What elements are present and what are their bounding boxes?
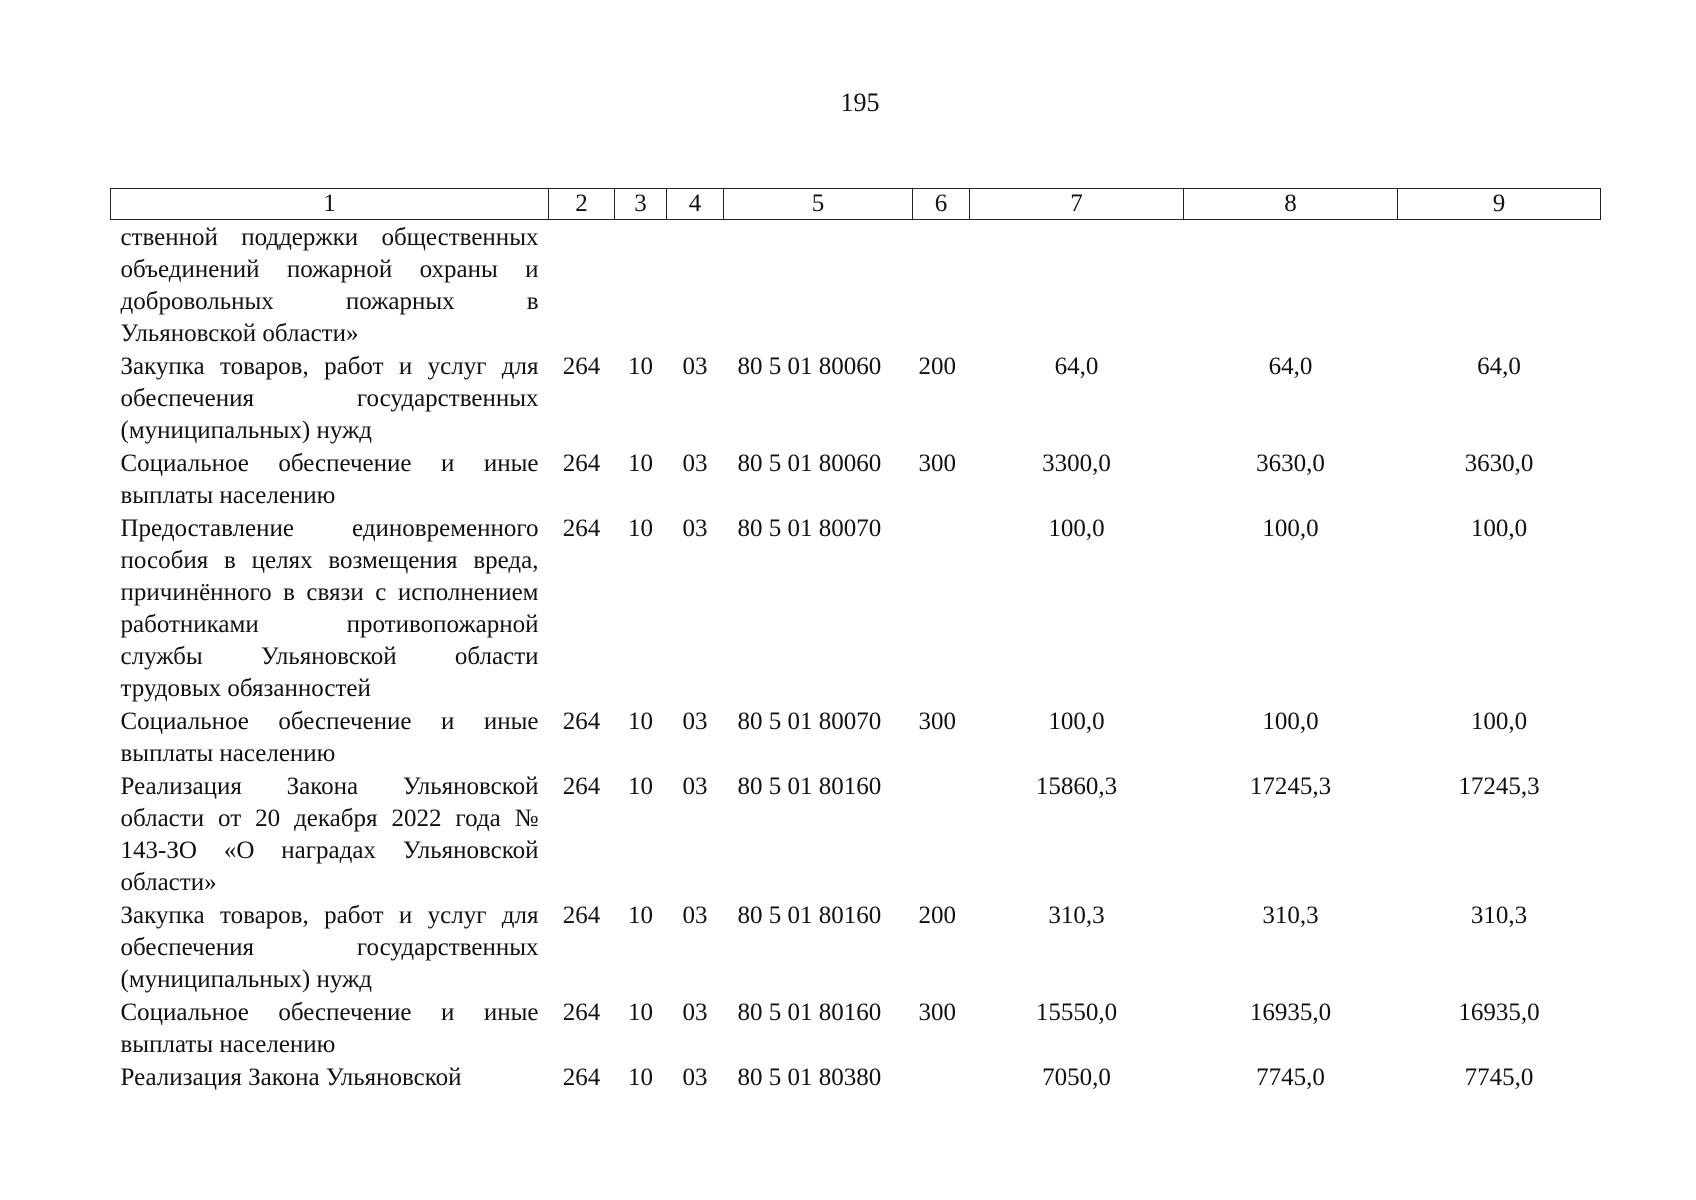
row-amount-col7: 100,0	[1048, 515, 1105, 542]
header-col-5: 5	[724, 189, 913, 220]
row-expense-kind: 200	[918, 353, 956, 380]
row-amount-col7	[970, 220, 1184, 352]
row-amount-col8: 310,3	[1262, 902, 1319, 929]
row-target-article: 80 5 01 80380	[737, 1064, 882, 1091]
row-name: Социальное обеспечение и иные выплаты населению	[120, 450, 539, 509]
row-amount-col8: 16935,0	[1249, 999, 1332, 1026]
header-col-8: 8	[1184, 189, 1398, 220]
row-amount-col7: 7050,0	[1042, 1064, 1111, 1091]
table-row	[111, 351, 1601, 448]
row-amount-col9: 100,0	[1470, 708, 1528, 735]
row-amount-col7: 310,3	[1048, 902, 1105, 929]
header-col-1: 1	[111, 189, 549, 220]
row-amount-col7: 15550,0	[1035, 999, 1118, 1026]
row-target-article: 80 5 01 80060	[737, 353, 882, 380]
table-row	[111, 900, 1601, 997]
row-amount-col9: 3630,0	[1464, 450, 1534, 477]
row-section-code: 10	[628, 773, 653, 800]
row-ministry-code: 264	[562, 708, 601, 735]
row-amount-col7: 3300,0	[1042, 450, 1111, 477]
row-ministry-code: 264	[562, 353, 601, 380]
row-section-code: 10	[628, 515, 653, 542]
header-col-6: 6	[913, 189, 970, 220]
row-ministry-code: 264	[562, 1064, 601, 1091]
table-row	[111, 513, 1601, 706]
row-ministry-code: 264	[562, 450, 601, 477]
row-expense-kind	[913, 513, 970, 706]
row-ministry-code: 264	[562, 902, 601, 929]
header-col-9: 9	[1398, 189, 1601, 220]
table-row	[111, 1062, 1601, 1095]
row-amount-col9: 100,0	[1470, 515, 1528, 542]
row-subsection-code: 03	[682, 515, 708, 542]
row-amount-col9: 64,0	[1477, 353, 1521, 380]
table-body	[111, 220, 1601, 1096]
row-section-code: 10	[628, 902, 653, 929]
row-target-article: 80 5 01 80060	[737, 450, 882, 477]
row-ministry-code: 264	[562, 999, 601, 1026]
row-name: Социальное обеспечение и иные выплаты населению	[120, 708, 539, 767]
row-amount-col9: 16935,0	[1458, 999, 1540, 1026]
row-name: Реализация Закона Ульяновской области от 20 декабря 2022 года № 143-ЗО «О наградах Ульяновской области»	[120, 773, 539, 896]
row-amount-col7: 15860,3	[1035, 773, 1118, 800]
row-amount-col7: 100,0	[1048, 708, 1105, 735]
row-amount-col8	[1184, 220, 1398, 352]
row-amount-col8: 3630,0	[1256, 450, 1325, 477]
row-section-code: 10	[628, 708, 653, 735]
row-amount-col8: 100,0	[1262, 515, 1319, 542]
row-amount-col9: 7745,0	[1464, 1064, 1534, 1091]
header-col-2: 2	[549, 189, 615, 220]
row-target-article	[724, 220, 913, 352]
row-subsection-code: 03	[682, 450, 708, 477]
header-col-3: 3	[615, 189, 667, 220]
row-expense-kind	[913, 771, 970, 900]
row-section-code: 10	[628, 1064, 653, 1091]
header-row	[111, 189, 1601, 220]
budget-table-container	[110, 188, 1600, 1095]
row-section-code: 10	[628, 450, 653, 477]
row-name: ственной поддержки общественных объединений пожарной охраны и добровольных пожарных в Ульяновской области»	[120, 224, 539, 347]
row-expense-kind: 200	[918, 902, 956, 929]
budget-table	[110, 188, 1601, 1095]
row-subsection-code: 03	[682, 773, 708, 800]
row-name: Предоставление единовременного пособия в целях возмещения вреда, причинённого в связи с исполнением работниками противопожарной службы Ульяновской области трудовых обязанностей	[120, 515, 539, 702]
row-subsection-code: 03	[682, 999, 708, 1026]
row-target-article: 80 5 01 80160	[737, 999, 882, 1026]
row-subsection-code: 03	[682, 353, 708, 380]
row-amount-col8: 64,0	[1268, 353, 1313, 380]
header-col-7: 7	[970, 189, 1184, 220]
row-target-article: 80 5 01 80160	[737, 902, 882, 929]
row-expense-kind: 300	[918, 708, 956, 735]
row-amount-col9: 17245,3	[1458, 773, 1540, 800]
row-ministry-code: 264	[562, 515, 601, 542]
row-amount-col9	[1398, 220, 1601, 352]
table-row	[111, 771, 1601, 900]
row-expense-kind: 300	[918, 999, 956, 1026]
row-amount-col9: 310,3	[1470, 902, 1528, 929]
table-row	[111, 448, 1601, 513]
row-expense-kind	[913, 1062, 970, 1095]
row-amount-col7: 64,0	[1054, 353, 1099, 380]
row-ministry-code: 264	[562, 773, 601, 800]
row-target-article: 80 5 01 80160	[737, 773, 882, 800]
row-amount-col8: 17245,3	[1249, 773, 1332, 800]
row-expense-kind	[913, 220, 970, 352]
row-target-article: 80 5 01 80070	[737, 515, 882, 542]
table-row	[111, 706, 1601, 771]
row-amount-col8: 100,0	[1262, 708, 1319, 735]
row-amount-col8: 7745,0	[1256, 1064, 1325, 1091]
row-expense-kind: 300	[918, 450, 956, 477]
table-header	[111, 189, 1601, 220]
row-subsection-code: 03	[682, 1064, 708, 1091]
row-section-code: 10	[628, 353, 653, 380]
row-subsection-code: 03	[682, 708, 708, 735]
table-row	[111, 220, 1601, 352]
page-number: 195	[840, 88, 880, 117]
row-name: Закупка товаров, работ и услуг для обеспечения государственных (муниципальных) нужд	[120, 902, 539, 993]
row-subsection-code: 03	[682, 902, 708, 929]
row-section-code	[615, 220, 667, 352]
row-name: Социальное обеспечение и иные выплаты населению	[120, 999, 539, 1058]
row-name: Реализация Закона Ульяновской	[120, 1064, 462, 1091]
row-target-article: 80 5 01 80070	[737, 708, 882, 735]
header-col-4: 4	[667, 189, 724, 220]
table-row	[111, 997, 1601, 1062]
row-name: Закупка товаров, работ и услуг для обеспечения государственных (муниципальных) нужд	[120, 353, 539, 444]
row-section-code: 10	[628, 999, 653, 1026]
row-subsection-code	[667, 220, 724, 352]
row-ministry-code	[549, 220, 615, 352]
